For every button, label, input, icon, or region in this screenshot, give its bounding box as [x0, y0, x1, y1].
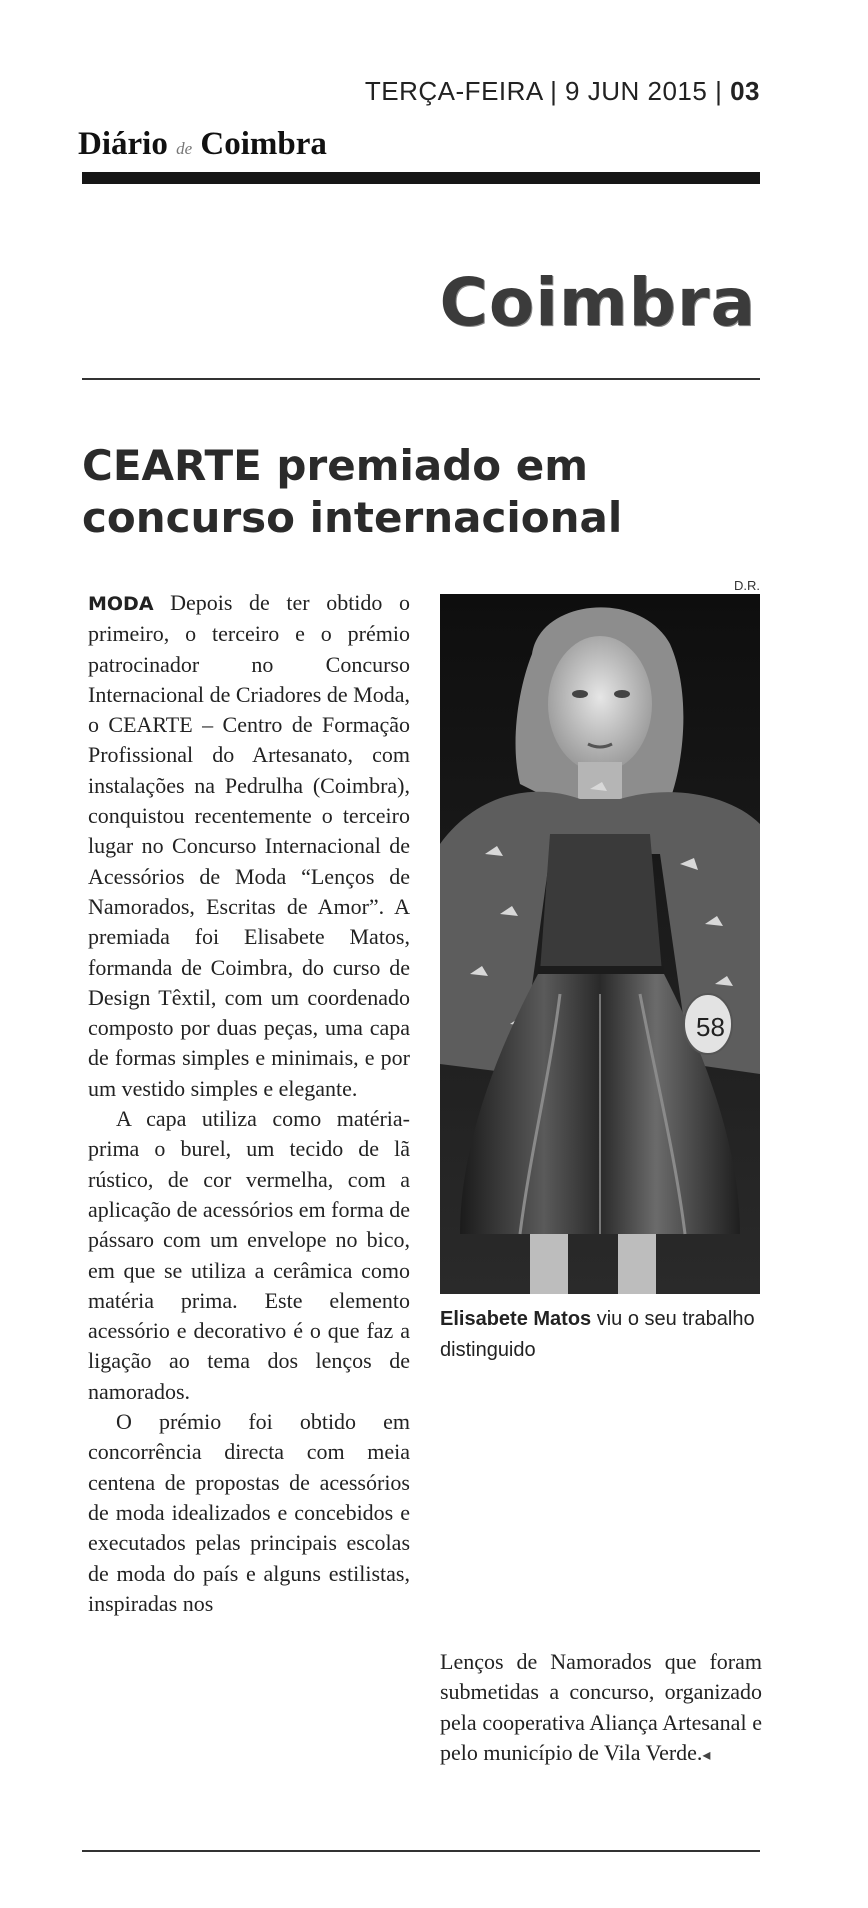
headline-line1: CEARTE premiado em: [82, 441, 588, 490]
header-bar: [82, 172, 760, 184]
separator: |: [715, 76, 731, 106]
headline: [82, 440, 762, 544]
page-number: 03: [730, 76, 760, 106]
bottom-divider: [82, 1850, 760, 1852]
section-divider: [82, 378, 760, 380]
headline-line2: concurso internacional: [82, 493, 623, 542]
article-photo: [440, 594, 760, 1294]
date: 9 JUN 2015: [565, 76, 708, 106]
paragraph-3-continued-text: Lenços de Namorados que foram submetidas a concurso, organizado pela cooperativa Aliança Artesanal e pelo município de Vila Verde.: [440, 1649, 762, 1765]
masthead-city: Coimbra: [200, 126, 327, 162]
paragraph-2: A capa utiliza como matéria-prima o burel, um tecido de lã rústico, de cor vermelha, com a aplicação de acessórios em forma de pássaro com um envelope no bico, em que se utiliza a cerâmica como matéria prima. Este elemento acessório e decorativo é o que faz a ligação ao tema dos lenços de namorados.: [88, 1106, 410, 1404]
paragraph-3-continued: [440, 1647, 762, 1771]
paragraph-1-text: Depois de ter obtido o primeiro, o terceiro e o prémio patrocinador no Concurso Internacional de Criadores de Moda, o CEARTE – Centro de Formação Profissional do Artesanato, com instalações na Pedrulha (Coimbra), conquistou recentemente o terceiro lugar no Concurso Internacional de Acessórios de Moda “Lenços de Namorados, Escritas de Amor”. A premiada foi Elisabete Matos, formanda de Coimbra, do curso de Design Têxtil, com um coordenado composto por duas peças, uma capa de formas simples e minimais, e por um vestido simples e elegante.: [88, 590, 410, 1101]
end-of-article-mark: ◂: [702, 1746, 711, 1764]
newspaper-masthead: [78, 126, 327, 163]
article-column-right: [440, 1647, 762, 1771]
masthead-diario: Diário: [78, 126, 168, 162]
separator: |: [550, 76, 566, 106]
kicker: MODA: [88, 593, 154, 615]
runway-model-illustration: [440, 594, 760, 1294]
weekday: TERÇA-FEIRA: [364, 76, 543, 106]
caption-text: viu o seu trabalho distinguido: [440, 1308, 755, 1361]
caption-name: Elisabete Matos: [440, 1308, 592, 1330]
article-column-left: [88, 588, 410, 1619]
section-title: Coimbra: [439, 264, 756, 341]
number-tag: 58: [696, 1012, 725, 1042]
paragraph-1: [88, 588, 410, 1104]
masthead-de: de: [176, 139, 193, 158]
paragraph-3: O prémio foi obtido em concorrência directa com meia centena de propostas de acessórios de moda idealizados e concebidos e executados pelas principais escolas de moda do país e alguns estilistas, inspiradas nos: [88, 1409, 410, 1616]
photo-credit: D.R.: [734, 578, 760, 593]
dateline: [330, 76, 760, 107]
photo-caption: [440, 1304, 762, 1366]
